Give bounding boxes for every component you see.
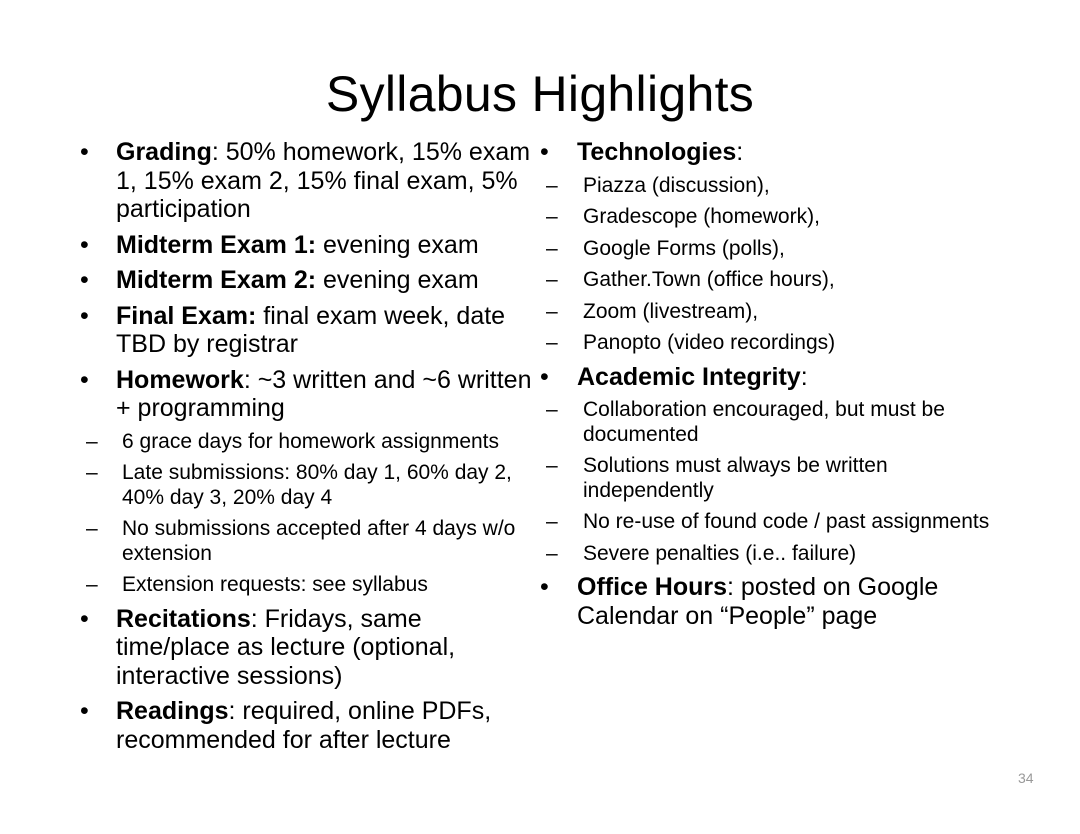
bullet-label: Midterm Exam 2:: [116, 266, 317, 294]
dash-icon: –: [86, 517, 98, 540]
sub-bullet-text: Solutions must always be written independently: [583, 454, 888, 502]
sub-bullet-grace-days: [76, 430, 541, 455]
bullet-icon: •: [540, 362, 549, 391]
left-column: [76, 138, 541, 761]
sub-bullet-penalties: [536, 542, 1006, 567]
sub-bullet-text: Severe penalties (i.e.. failure): [583, 541, 857, 565]
bullet-label: Readings: [116, 697, 229, 725]
sub-bullet-text: Collaboration encouraged, but must be documented: [583, 398, 945, 446]
bullet-icon: •: [540, 138, 549, 166]
bullet-label: Grading: [116, 138, 212, 166]
bullet-text: final exam week, date TBD by registrar: [116, 301, 506, 358]
bullet-label: Recitations: [116, 604, 251, 633]
bullet-midterm-1: [76, 231, 541, 260]
bullet-text: evening exam: [316, 266, 479, 294]
bullet-label: Midterm Exam 1:: [116, 230, 317, 259]
page-number: 34: [1018, 770, 1034, 786]
slide-title: Syllabus Highlights: [325, 66, 755, 122]
dash-icon: –: [546, 205, 558, 228]
bullet-label: Office Hours: [577, 573, 728, 601]
sub-bullet-piazza: [536, 174, 1006, 199]
sub-bullet-gradescope: [536, 205, 1006, 230]
sub-bullet-text: Late submissions: 80% day 1, 60% day 2, 40% day 3, 20% day 4: [122, 461, 512, 509]
sub-bullet-zoom: [536, 300, 1006, 325]
dash-icon: –: [546, 454, 558, 477]
sub-bullet-no-submissions: [76, 517, 541, 566]
sub-bullet-extension-requests: [76, 573, 541, 598]
bullet-text: evening exam: [316, 230, 479, 259]
bullet-technologies: [536, 138, 1006, 167]
bullet-final-exam: [76, 302, 541, 359]
bullet-academic-integrity: [536, 363, 1006, 392]
bullet-icon: •: [80, 697, 89, 725]
bullet-grading: [76, 138, 541, 224]
sub-bullet-panopto: [536, 331, 1006, 356]
dash-icon: –: [546, 299, 558, 323]
dash-icon: –: [546, 541, 558, 565]
dash-icon: –: [86, 429, 98, 453]
sub-bullet-text: No re-use of found code / past assignments: [583, 510, 990, 533]
sub-bullet-solutions: [536, 454, 1006, 503]
bullet-office-hours: [536, 573, 1006, 630]
bullet-label: Final Exam:: [116, 301, 257, 330]
sub-bullet-text: Piazza (discussion),: [583, 173, 770, 197]
bullet-icon: •: [80, 301, 89, 330]
sub-bullet-text: No submissions accepted after 4 days w/o extension: [122, 517, 516, 565]
bullet-icon: •: [80, 604, 89, 633]
bullet-label: Technologies: [577, 138, 737, 166]
sub-bullet-text: Gradescope (homework),: [583, 205, 820, 228]
bullet-text: : ~3 written and ~6 written + programming: [116, 365, 532, 422]
dash-icon: –: [546, 398, 558, 421]
bullet-recitations: [76, 605, 541, 691]
bullet-icon: •: [80, 266, 89, 294]
sub-bullet-gather-town: [536, 268, 1006, 293]
bullet-text: : Fridays, same time/place as lecture (optional, interactive sessions): [116, 604, 456, 690]
dash-icon: –: [546, 331, 558, 354]
bullet-text: : 50% homework, 15% exam 1, 15% exam 2, 15% final exam, 5% participation: [116, 138, 531, 223]
bullet-midterm-2: [76, 266, 541, 295]
bullet-icon: •: [80, 365, 89, 394]
bullet-icon: •: [540, 573, 549, 601]
bullet-text: : posted on Google Calendar on “People” page: [577, 573, 939, 630]
bullet-label: Academic Integrity: [577, 362, 801, 391]
bullet-label: Homework: [116, 365, 244, 394]
dash-icon: –: [546, 268, 558, 291]
bullet-icon: •: [80, 138, 89, 166]
dash-icon: –: [86, 461, 98, 484]
bullet-text: :: [800, 362, 808, 391]
bullet-homework: [76, 366, 541, 423]
sub-bullet-text: Google Forms (polls),: [583, 236, 785, 260]
sub-bullet-late-submissions: [76, 461, 541, 510]
sub-bullet-collaboration: [536, 398, 1006, 447]
bullet-text: : required, online PDFs, recommended for after lecture: [116, 697, 492, 754]
sub-bullet-no-reuse: [536, 510, 1006, 535]
dash-icon: –: [546, 510, 558, 533]
sub-bullet-text: Panopto (video recordings): [583, 331, 836, 354]
sub-bullet-text: Zoom (livestream),: [583, 299, 759, 323]
sub-bullet-text: Gather.Town (office hours),: [583, 268, 835, 291]
bullet-icon: •: [80, 230, 89, 259]
dash-icon: –: [546, 236, 558, 260]
sub-bullet-text: 6 grace days for homework assignments: [122, 429, 500, 453]
bullet-text: :: [736, 138, 744, 166]
right-column: [536, 138, 1006, 637]
dash-icon: –: [546, 173, 558, 197]
sub-bullet-google-forms: [536, 237, 1006, 262]
bullet-readings: [76, 697, 541, 754]
sub-bullet-text: Extension requests: see syllabus: [122, 573, 428, 596]
dash-icon: –: [86, 573, 98, 596]
